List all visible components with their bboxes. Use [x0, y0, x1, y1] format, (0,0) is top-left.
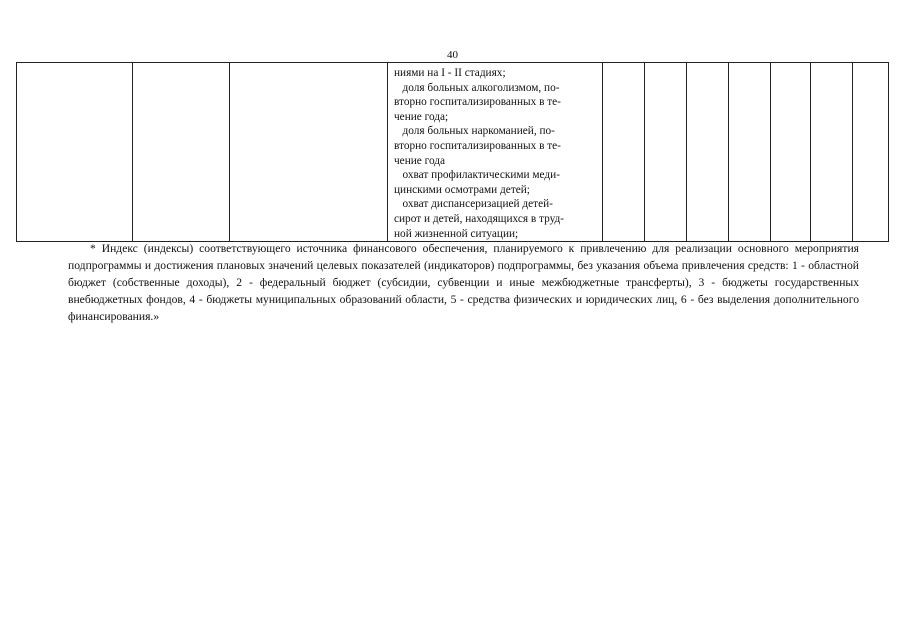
table-cell-empty [811, 63, 853, 242]
table-cell-indicators [388, 63, 603, 242]
indicator-line: ниями на I - II стадиях; [394, 67, 506, 79]
table-cell-empty [603, 63, 645, 242]
table-cell-empty [133, 63, 230, 242]
indicator-line: чение года [394, 154, 446, 167]
indicator-line: вторно госпитализированных в те- [394, 139, 561, 152]
indicator-line: ной жизненной ситуации; [394, 227, 519, 240]
indicator-line: сирот и детей, находящихся в труд- [394, 212, 565, 225]
indicator-line: цинскими осмотрами детей; [394, 183, 530, 196]
indicator-line: доля больных наркоманией, по- [394, 125, 555, 138]
table-cell-empty [729, 63, 771, 242]
program-table-continuation [16, 62, 889, 242]
table-cell-empty [230, 63, 388, 242]
page-number: 40 [447, 49, 458, 61]
table-cell-empty [687, 63, 729, 242]
indicator-line: вторно госпитализированных в те- [394, 96, 561, 109]
table-cell-empty [771, 63, 811, 242]
indicator-line: доля больных алкоголизмом, по- [394, 81, 560, 94]
table-cell-empty [17, 63, 133, 242]
indicator-list [394, 66, 598, 241]
table-row [17, 63, 889, 242]
table-cell-empty [645, 63, 687, 242]
indicator-line: чение года; [394, 110, 449, 123]
footnote: * Индекс (индексы) соответствующего источника финансового обеспечения, планируемого к привлечению для реализации основного мероприятия подпрограммы и достижения плановых значений целевых показателей (индикаторов) подпрограммы, без указания объема привлечения средств: 1 - областной бюджет (собственные доходы), 2 - федеральный бюджет (субсидии, субвенции и иные межбюджетные трансферты), 3 - бюджеты государственных внебюджетных фондов, 4 - бюджеты муниципальных образований области, 5 - средства физических и юридических лиц, 6 - без выделения дополнительного финансирования.» [68, 242, 859, 323]
indicator-line: охват диспансеризацией детей- [394, 198, 553, 211]
table-cell-empty [853, 63, 889, 242]
indicator-line: охват профилактическими меди- [394, 169, 560, 182]
